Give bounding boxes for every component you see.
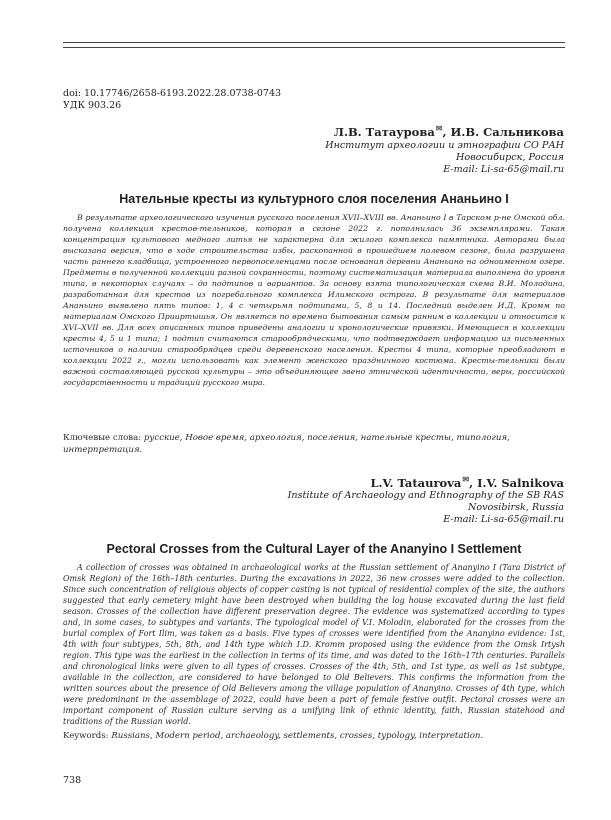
header-rule-bottom [63, 47, 565, 48]
ru-affiliation-institute: Институт археологии и этнографии СО РАН [325, 140, 564, 151]
en-affiliation-city: Novosibirsk, Russia [467, 502, 564, 513]
ru-authors [334, 121, 564, 139]
ru-title: Нательные кресты из культурного слоя поселения Ананьино I [119, 192, 509, 206]
en-affiliation-institute: Institute of Archaeology and Ethnography of the SB RAS [287, 490, 564, 501]
envelope-icon: ✉ [462, 474, 470, 484]
ru-email: E-mail: Li-sa-65@mail.ru [443, 164, 564, 175]
en-author-1: L.V. Tataurova [370, 475, 462, 490]
en-abstract [63, 562, 565, 727]
ru-author-1: Л.В. Татаурова [333, 124, 435, 139]
header-rule-top [63, 42, 565, 43]
ru-abstract-text: В результате археологического изучения русского поселения XVII–XVIII вв. Ананьино I в Тарском р-не Омской обл. получена коллекция крестов-тельников, которая в сезоне 2022 г. пополнилась 36 экземплярами. Такая концентрация культового медного литья не характерна для жилого комплекса памятника. Авторами была высказана версия, что в ходе строительства избы, раскопанной в прошедшем полевом сезоне, была разрушена часть раннего кладбища, устроенного первопоселенцами после основания деревни Ананьино на одноименном озере. Предметы в полученной коллекции разной сохранности, поэтому систематизация материала выполнена до уровня типа, в некоторых случаях – до подтипов и вариантов. За основу взята типологическая схема В.И. Молодина, разработанная для крестов из погребального комплекса Илимского острога. В результате для материалов Ананьино выявлено пять типов: 1, 4 с четырьмя подтипами, 5, 8 и 14. Последний выделен И.Д. Кромм по материалам Омского Прииртышья. Он является по времени бытования самым ранним в коллекции и относится к XVI–XVII вв. Для всех описанных типов приведены аналогии и хронологические привязки. Имеющиеся в коллекции кресты 4, 5 и 1 типа; 1 подтип считаются старообрядческими, что подтверждает информацию из письменных источников о наличии старообрядцев среди деревенского населения. Кресты 4 типа, которые преобладают в коллекции 2022 г., могли использовать как элемент женского праздничного костюма. Кресты-тельники были важной составляющей русской культуры – это объединяющее звено этнической идентичности, веры, российской государственности и традиций русского мира. [63, 213, 565, 387]
ru-keywords-label: Ключевые слова: [63, 433, 144, 443]
ru-keywords-text: русские, Новое время, археология, поселения, нательные кресты, типология, интерпретация. [63, 433, 510, 455]
en-keywords [63, 730, 565, 742]
en-authors [370, 472, 564, 490]
doi-line: doi: 10.17746/2658-6193.2022.28.0738-0743 [63, 88, 282, 99]
en-keywords-label: Keywords: [63, 731, 112, 741]
ru-author-2: , И.В. Сальникова [442, 124, 564, 139]
en-keywords-text: Russians, Modern period, archaeology, settlements, crosses, typology, interpretation. [111, 731, 484, 741]
envelope-icon: ✉ [435, 123, 443, 133]
page-number: 738 [63, 775, 82, 786]
en-abstract-text: A collection of crosses was obtained in archaeological works at the Russian settlement of Ananyino I (Tara District of Omsk Region) of the 16th–18th centuries. During the excavations in 2022, 36 new crosses were added to the collection. Since such concentration of religious objects of copper casting is not typical of residential complex of the site, the authors suggested that early cemetery might have been destroyed when building the log house excavated during the last field season. Crosses of the collection have different preservation degree. The evidence was systematized according to types and, in some cases, to subtypes and variants. The typological model of V.I. Molodin, elaborated for the crosses from the burial complex of Fort Ilim, was taken as a basis. Five types of crosses were identified from the Ananyino evidence: 1st, 4th with four subtypes, 5th, 8th, and 14th type which I.D. Kromm proposed using the evidence from the Omsk Irtysh region. This type was the earliest in the collection in terms of its time, and was dated to the 16th–17th centuries. Parallels and chronological links were given to all types of crosses. Crosses of the 4th, 5th, and 1st type, as well as 1st subtype, available in the collection, are considered to have belonged to Old Believers. This confirms the information from the written sources about the presence of Old Believers among the village population of Ananyino. Crosses of 4th type, which were predominant in the assemblage of 2022, could have been a part of female festive outfit. Pectoral crosses were an important component of Russian culture serving as a unifying link of ethnic identity, faith, Russian statehood and traditions of the Russian world. [63, 563, 565, 726]
ru-abstract [63, 212, 565, 388]
udk-line: УДК 903.26 [63, 100, 122, 111]
en-title: Pectoral Crosses from the Cultural Layer of the Ananyino I Settlement [106, 542, 522, 556]
ru-affiliation-city: Новосибирск, Россия [456, 152, 564, 163]
en-email: E-mail: Li-sa-65@mail.ru [443, 514, 564, 525]
ru-keywords [63, 432, 565, 456]
en-author-2: , I.V. Salnikova [469, 475, 564, 490]
